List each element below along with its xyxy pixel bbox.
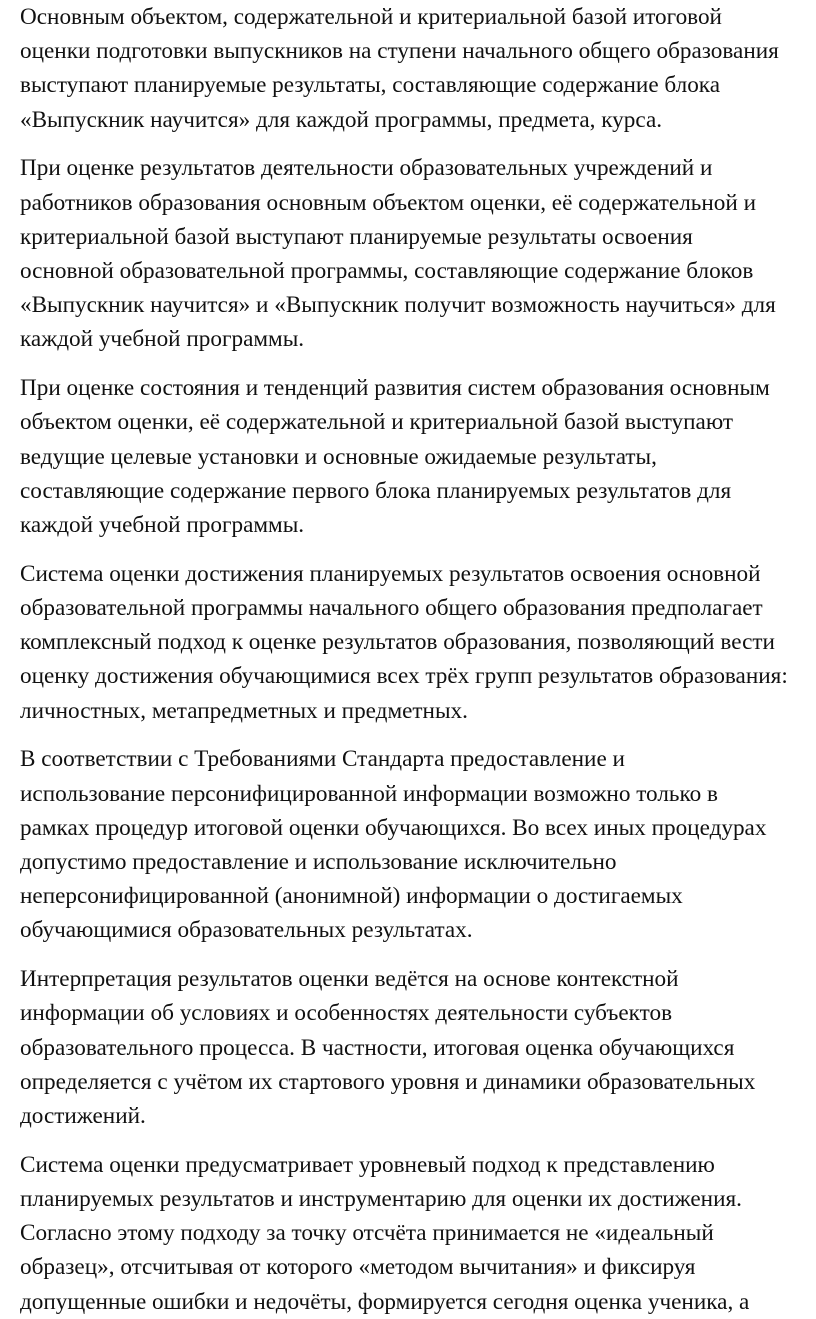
paragraph-2	[4, 151, 814, 356]
text-line: планируемых результатов и инструментарию для оценки их достижения.	[20, 1186, 742, 1213]
text-line: В соответствии с Требованиями Стандарта предоставление и	[20, 746, 625, 773]
text-line: Система оценки достижения планируемых результатов освоения основной	[20, 560, 761, 587]
text-line: оценки подготовки выпускников на ступени начального общего образования	[20, 38, 779, 65]
text-line: Согласно этому подходу за точку отсчёта принимается не «идеальный	[20, 1220, 714, 1247]
text-line: каждой учебной программы.	[20, 512, 305, 539]
text-line: каждой учебной программы.	[20, 326, 305, 353]
text-line: ведущие целевые установки и основные ожидаемые результаты,	[20, 443, 657, 470]
text-line: определяется с учётом их стартового уровня и динамики образовательных	[20, 1068, 756, 1095]
text-line: допущенные ошибки и недочёты, формируется сегодня оценка ученика, а	[20, 1288, 750, 1315]
paragraph-3	[4, 371, 814, 542]
text-line: неперсонифицированной (анонимной) информации о достигаемых	[20, 883, 683, 910]
text-line: работников образования основным объектом оценки, её содержательной и	[20, 189, 756, 216]
text-line: Основным объектом, содержательной и критериальной базой итоговой	[20, 4, 722, 30]
text-line: составляющие содержание первого блока планируемых результатов для	[20, 477, 732, 504]
text-line: образовательной программы начального общего образования предполагает	[20, 595, 763, 622]
paragraph-1	[4, 0, 814, 137]
text-line: комплексный подход к оценке результатов образования, позволяющий вести	[20, 629, 775, 656]
paragraph-4	[4, 557, 814, 728]
text-line: Интерпретация результатов оценки ведётся на основе контекстной	[20, 966, 679, 993]
text-line: объектом оценки, её содержательной и критериальной базой выступают	[20, 409, 734, 436]
text-line: достижений.	[20, 1103, 146, 1130]
text-line: При оценке результатов деятельности образовательных учреждений и	[20, 155, 713, 182]
text-line: основной образовательной программы, составляющие содержание блоков	[20, 258, 754, 285]
text-line: образовательного процесса. В частности, итоговая оценка обучающихся	[20, 1034, 735, 1061]
text-line: Система оценки предусматривает уровневый подход к представлению	[20, 1151, 715, 1178]
text-line: «Выпускник научится» для каждой программы, предмета, курса.	[20, 106, 663, 133]
text-line: допустимо предоставление и использование исключительно	[20, 849, 617, 876]
text-line: критериальной базой выступают планируемые результаты освоения	[20, 223, 693, 250]
paragraph-5	[4, 742, 814, 947]
paragraph-7	[4, 1148, 814, 1319]
text-line: рамках процедур итоговой оценки обучающихся. Во всех иных процедурах	[20, 814, 767, 841]
text-line: выступают планируемые результаты, составляющие содержание блока	[20, 72, 721, 99]
paragraph-6	[4, 962, 814, 1133]
text-line: оценку достижения обучающимися всех трёх групп результатов образования:	[20, 663, 788, 690]
text-line: При оценке состояния и тенденций развития систем образования основным	[20, 375, 770, 402]
text-line: использование персонифицированной информации возможно только в	[20, 780, 718, 807]
text-line: обучающимися образовательных результатах.	[20, 917, 473, 944]
text-line: образец», отсчитывая от которого «методом вычитания» и фиксируя	[20, 1254, 696, 1281]
text-line: информации об условиях и особенностях деятельности субъектов	[20, 1000, 673, 1027]
text-line: личностных, метапредметных и предметных.	[20, 697, 468, 724]
text-line: «Выпускник научится» и «Выпускник получит возможность научиться» для	[20, 292, 776, 319]
